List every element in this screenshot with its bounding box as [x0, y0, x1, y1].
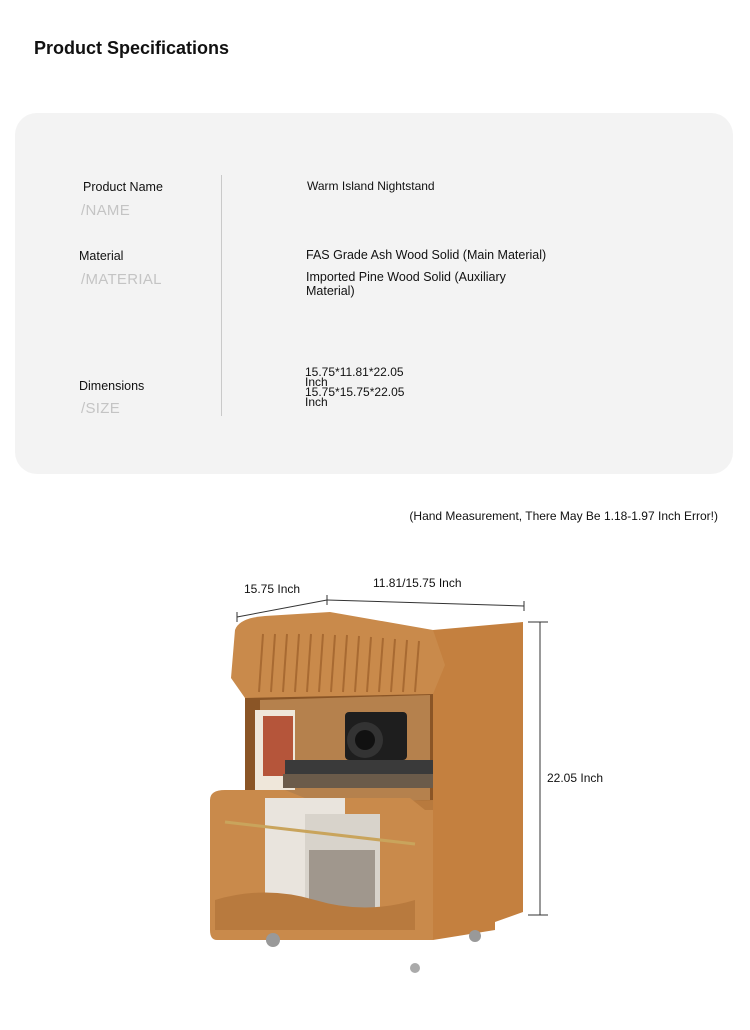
width-label: 11.81/15.75 Inch: [373, 576, 462, 590]
material-label-en: /MATERIAL: [81, 271, 162, 288]
dimensions-value-1: 15.75*11.81*22.05 Inch: [305, 365, 404, 389]
dimensions-label: Dimensions: [79, 379, 145, 393]
wheel-front: [410, 963, 420, 973]
name-label: Product Name: [83, 180, 163, 194]
book-stack-bottom: [283, 774, 433, 788]
measurement-note: (Hand Measurement, There May Be 1.18-1.97 Inch Error!): [409, 509, 718, 523]
top-cover: [231, 612, 445, 698]
book-stack-top: [285, 760, 433, 774]
side-panel: [433, 622, 523, 940]
wheel-right: [469, 930, 481, 942]
nightstand-illustration: [205, 600, 535, 980]
depth-label: 15.75 Inch: [244, 582, 301, 596]
name-label-en: /NAME: [81, 202, 131, 219]
name-value: Warm Island Nightstand: [307, 179, 435, 193]
wheel-left: [266, 933, 280, 947]
height-label: 22.05 Inch: [547, 771, 604, 785]
dimensions-value-2: 15.75*15.75*22.05 Inch: [305, 385, 405, 409]
material-label: Material: [79, 249, 124, 263]
material-value-main: FAS Grade Ash Wood Solid (Main Material): [306, 248, 547, 262]
material-value-aux: Imported Pine Wood Solid (Auxiliary Material): [306, 270, 506, 298]
page-title: Product Specifications: [34, 38, 230, 58]
dimensions-label-en: /SIZE: [81, 400, 121, 417]
